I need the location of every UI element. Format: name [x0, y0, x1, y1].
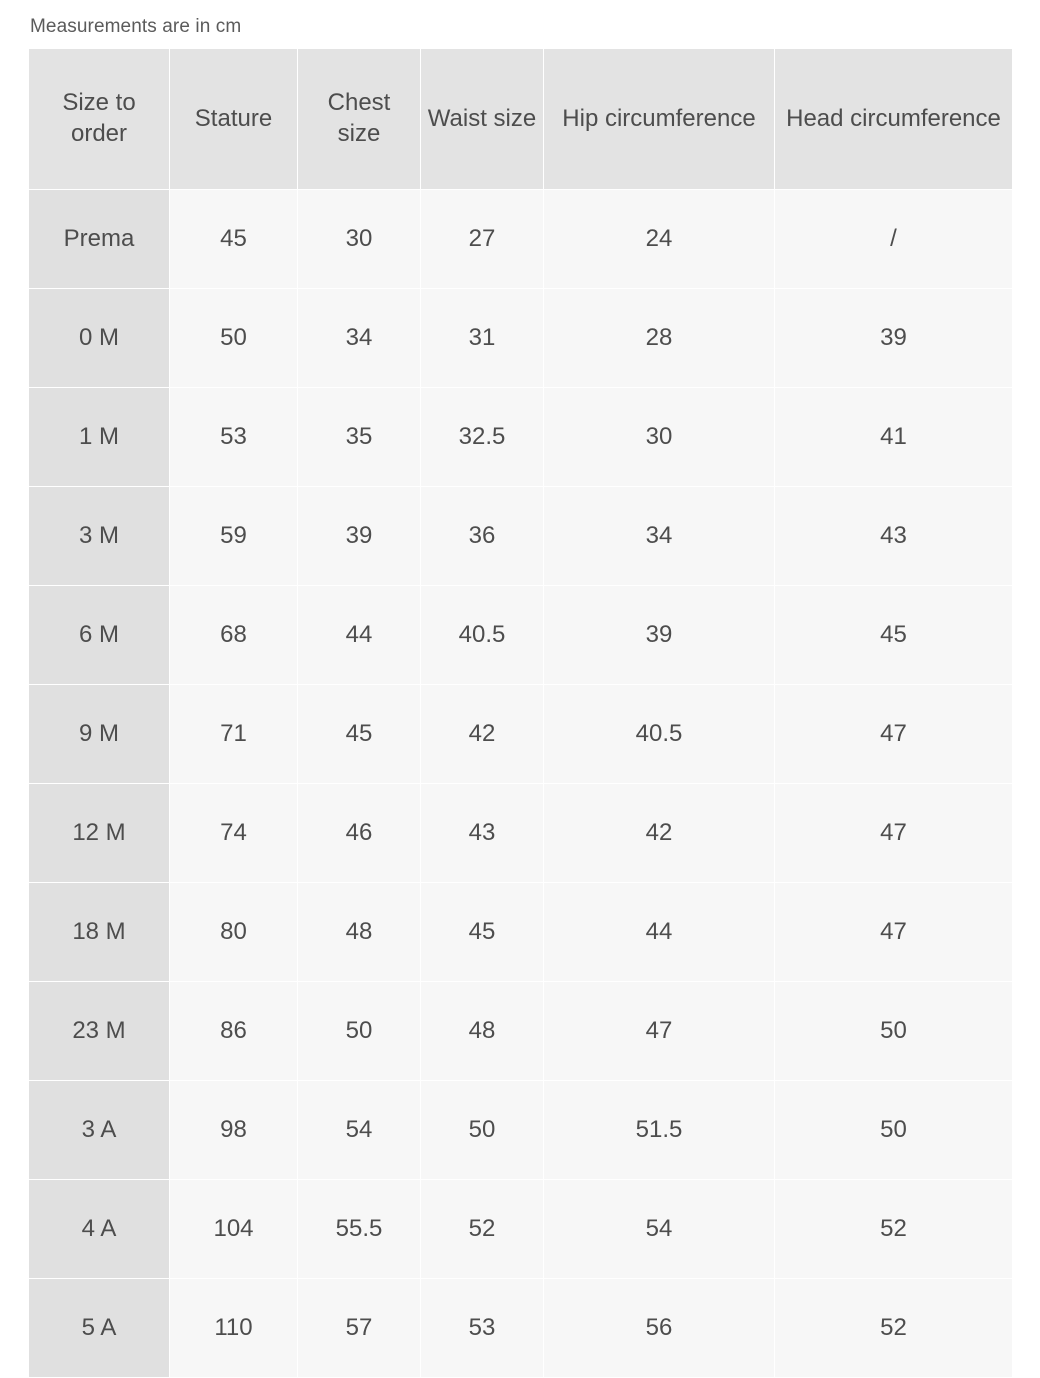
cell-waist: 52 — [421, 1180, 544, 1279]
table-row — [29, 289, 1013, 388]
cell-waist: 36 — [421, 487, 544, 586]
column-header-stature: Stature — [170, 49, 298, 190]
cell-chest: 54 — [298, 1081, 421, 1180]
cell-chest: 39 — [298, 487, 421, 586]
table-row — [29, 1180, 1013, 1279]
cell-chest: 30 — [298, 190, 421, 289]
cell-waist: 43 — [421, 784, 544, 883]
cell-head: 52 — [775, 1180, 1013, 1279]
cell-size: 3 M — [29, 487, 170, 586]
cell-head: / — [775, 190, 1013, 289]
cell-size: Prema — [29, 190, 170, 289]
cell-chest: 35 — [298, 388, 421, 487]
cell-chest: 46 — [298, 784, 421, 883]
cell-hip: 51.5 — [544, 1081, 775, 1180]
cell-hip: 56 — [544, 1279, 775, 1378]
cell-waist: 50 — [421, 1081, 544, 1180]
table-row — [29, 1081, 1013, 1180]
cell-hip: 34 — [544, 487, 775, 586]
cell-size: 4 A — [29, 1180, 170, 1279]
cell-stature: 45 — [170, 190, 298, 289]
cell-hip: 54 — [544, 1180, 775, 1279]
measurement-units-note: Measurements are in cm — [30, 16, 242, 37]
cell-stature: 104 — [170, 1180, 298, 1279]
table-row — [29, 487, 1013, 586]
cell-head: 47 — [775, 784, 1013, 883]
cell-stature: 53 — [170, 388, 298, 487]
cell-size: 18 M — [29, 883, 170, 982]
cell-head: 50 — [775, 982, 1013, 1081]
cell-chest: 44 — [298, 586, 421, 685]
table-row — [29, 784, 1013, 883]
cell-stature: 86 — [170, 982, 298, 1081]
table-body — [29, 190, 1013, 1378]
cell-hip: 40.5 — [544, 685, 775, 784]
cell-hip: 42 — [544, 784, 775, 883]
column-header-waist-size: Waist size — [421, 49, 544, 190]
cell-size: 12 M — [29, 784, 170, 883]
cell-stature: 68 — [170, 586, 298, 685]
cell-waist: 40.5 — [421, 586, 544, 685]
cell-head: 41 — [775, 388, 1013, 487]
cell-stature: 59 — [170, 487, 298, 586]
cell-stature: 74 — [170, 784, 298, 883]
cell-head: 43 — [775, 487, 1013, 586]
cell-head: 47 — [775, 883, 1013, 982]
cell-stature: 80 — [170, 883, 298, 982]
cell-size: 3 A — [29, 1081, 170, 1180]
cell-chest: 50 — [298, 982, 421, 1081]
cell-hip: 24 — [544, 190, 775, 289]
column-header-hip-circumference: Hip circumference — [544, 49, 775, 190]
cell-chest: 57 — [298, 1279, 421, 1378]
cell-hip: 44 — [544, 883, 775, 982]
cell-size: 6 M — [29, 586, 170, 685]
table-row — [29, 883, 1013, 982]
cell-size: 23 M — [29, 982, 170, 1081]
cell-stature: 98 — [170, 1081, 298, 1180]
table-row — [29, 1279, 1013, 1378]
table-header — [29, 49, 1013, 190]
cell-head: 39 — [775, 289, 1013, 388]
cell-stature: 71 — [170, 685, 298, 784]
cell-chest: 45 — [298, 685, 421, 784]
cell-size: 0 M — [29, 289, 170, 388]
size-measurements-table — [28, 48, 1013, 1378]
column-header-size-to-order: Size to order — [29, 49, 170, 190]
table-row — [29, 685, 1013, 784]
cell-waist: 45 — [421, 883, 544, 982]
cell-hip: 28 — [544, 289, 775, 388]
column-header-head-circumference: Head circumference — [775, 49, 1013, 190]
cell-head: 52 — [775, 1279, 1013, 1378]
cell-head: 47 — [775, 685, 1013, 784]
cell-head: 45 — [775, 586, 1013, 685]
cell-chest: 55.5 — [298, 1180, 421, 1279]
cell-chest: 48 — [298, 883, 421, 982]
cell-waist: 31 — [421, 289, 544, 388]
table-row — [29, 586, 1013, 685]
cell-waist: 48 — [421, 982, 544, 1081]
cell-hip: 30 — [544, 388, 775, 487]
cell-waist: 32.5 — [421, 388, 544, 487]
cell-waist: 42 — [421, 685, 544, 784]
cell-waist: 53 — [421, 1279, 544, 1378]
cell-size: 5 A — [29, 1279, 170, 1378]
cell-hip: 39 — [544, 586, 775, 685]
table-row — [29, 388, 1013, 487]
column-header-chest-size: Chest size — [298, 49, 421, 190]
cell-hip: 47 — [544, 982, 775, 1081]
cell-head: 50 — [775, 1081, 1013, 1180]
cell-size: 9 M — [29, 685, 170, 784]
table-row — [29, 190, 1013, 289]
cell-stature: 110 — [170, 1279, 298, 1378]
cell-chest: 34 — [298, 289, 421, 388]
cell-stature: 50 — [170, 289, 298, 388]
table-header-row — [29, 49, 1013, 190]
cell-waist: 27 — [421, 190, 544, 289]
cell-size: 1 M — [29, 388, 170, 487]
table-row — [29, 982, 1013, 1081]
